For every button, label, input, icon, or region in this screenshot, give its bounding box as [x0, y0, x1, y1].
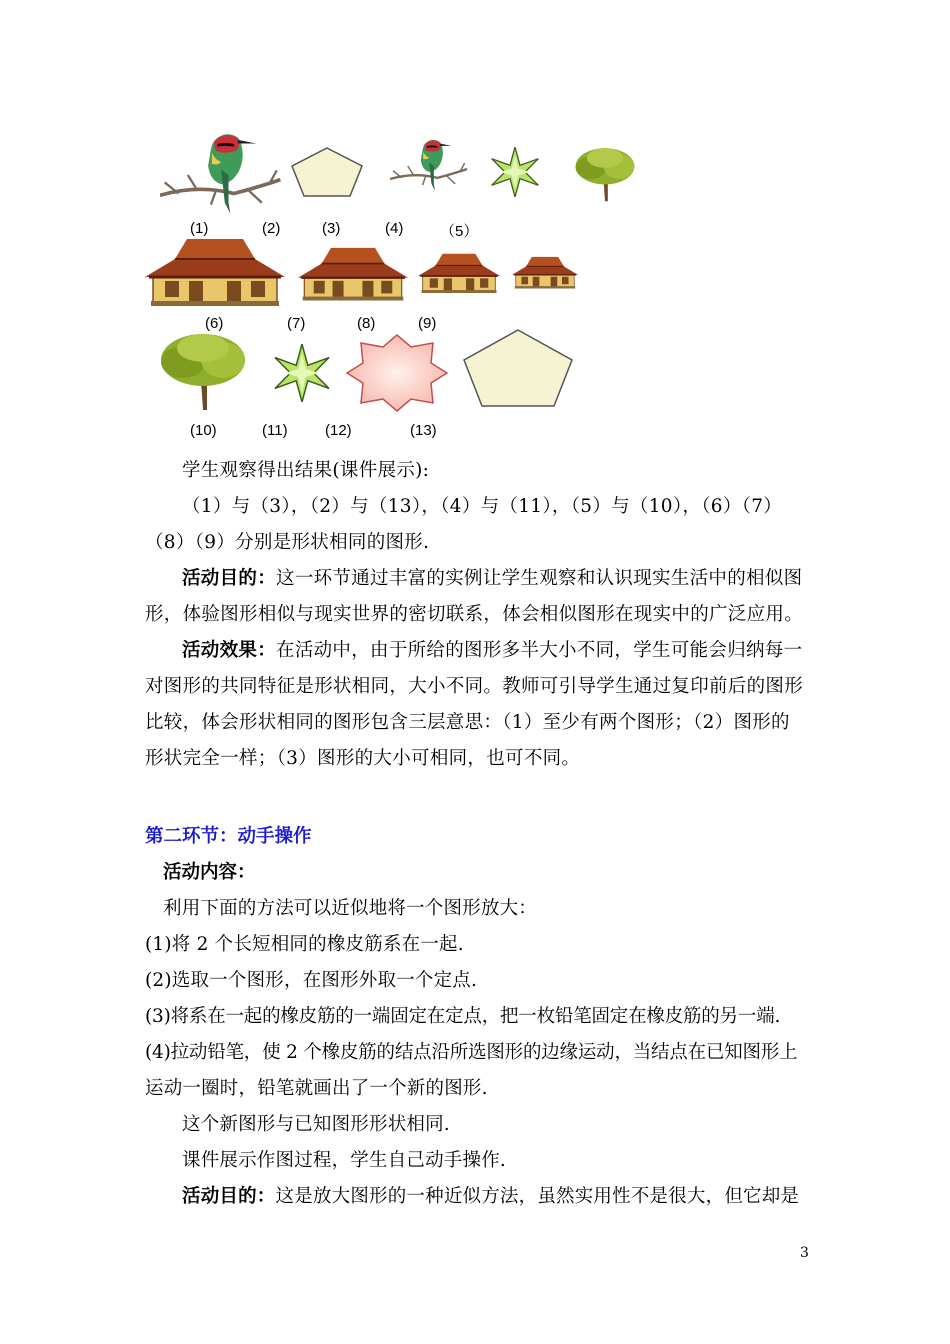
figure-label: (9): [418, 315, 437, 332]
star-icon: [485, 147, 545, 197]
figure-label: (3): [322, 220, 341, 237]
figure-label: (13): [410, 422, 437, 439]
pentagon-icon: [462, 328, 574, 408]
figure-label: （5）: [440, 223, 479, 240]
star-icon: [268, 344, 336, 402]
pentagon-icon: [290, 146, 365, 198]
house-icon: [145, 232, 285, 310]
figure-label: (8): [357, 315, 376, 332]
figure-label: (2): [262, 220, 281, 237]
house-icon: [298, 243, 408, 303]
figure-label: (7): [287, 315, 306, 332]
activity-purpose-2-label: 活动目的：: [182, 1186, 276, 1207]
step-4: (4)拉动铅笔，使 2 个橡皮筋的结点沿所选图形的边缘运动，当结点在已知图形上: [145, 1042, 798, 1063]
step-4-continued: 运动一圈时，铅笔就画出了一个新的图形.: [145, 1078, 488, 1099]
activity-purpose-2-text: 这是放大图形的一种近似方法，虽然实用性不是很大，但它却是: [275, 1186, 800, 1207]
house-icon: [512, 254, 578, 290]
observation-intro: 学生观察得出结果(课件展示):: [182, 460, 430, 481]
activity-purpose-text: 这一环节通过丰富的实例让学生观察和认识现实生活中的相似图形，体验图形相似与现实世界的密切联系，体会相似图形在现实中的广泛应用。: [145, 568, 804, 625]
figure-label: (12): [325, 422, 352, 439]
page-number: 3: [800, 1245, 809, 1261]
tree-icon: [570, 143, 640, 205]
step-3: (3)将系在一起的橡皮筋的一端固定在定点，把一枚铅笔固定在橡皮筋的另一端.: [145, 1006, 781, 1027]
tree-icon: [148, 330, 258, 412]
figure-label: (1): [190, 220, 209, 237]
activity-purpose-label: 活动目的：: [182, 568, 277, 589]
activity-effect-paragraph: [145, 633, 807, 777]
bird-icon: [390, 135, 470, 197]
figure-label: (11): [262, 422, 288, 439]
activity-content-label: 活动内容：: [163, 862, 256, 883]
bird-icon: [160, 125, 285, 225]
step-1: (1)将 2 个长短相同的橡皮筋系在一起.: [145, 934, 464, 955]
similar-shape-note: 这个新图形与已知图形形状相同.: [182, 1114, 450, 1135]
step-2: (2)选取一个图形，在图形外取一个定点.: [145, 970, 478, 991]
section-heading: 第二环节：动手操作: [145, 826, 312, 847]
activity-purpose-2: [182, 1182, 799, 1208]
figure-label: (10): [190, 422, 217, 439]
figure-label: (4): [385, 220, 404, 237]
figure-label: (6): [205, 315, 224, 332]
activity-effect-label: 活动效果：: [182, 640, 277, 661]
activity-purpose-paragraph: [145, 561, 807, 633]
octagram-icon: [345, 333, 450, 413]
intro-line: 利用下面的方法可以近似地将一个图形放大：: [163, 898, 538, 919]
observation-result: （1）与（3），（2）与（13），（4）与（11），（5）与（10），（6）（7）（8）（9）分别是形状相同的图形.: [145, 496, 783, 553]
activity-effect-text: 在活动中，由于所给的图形多半大小不同，学生可能会归纳每一对图形的共同特征是形状相同，大小不同。教师可引导学生通过复印前后的图形比较，体会形状相同的图形包含三层意思：（1）至少有两个图形；（2）图形的形状完全一样；（3）图形的大小可相同，也可不同。: [145, 640, 804, 769]
courseware-note: 课件展示作图过程，学生自己动手操作.: [182, 1150, 506, 1171]
house-icon: [418, 250, 500, 295]
